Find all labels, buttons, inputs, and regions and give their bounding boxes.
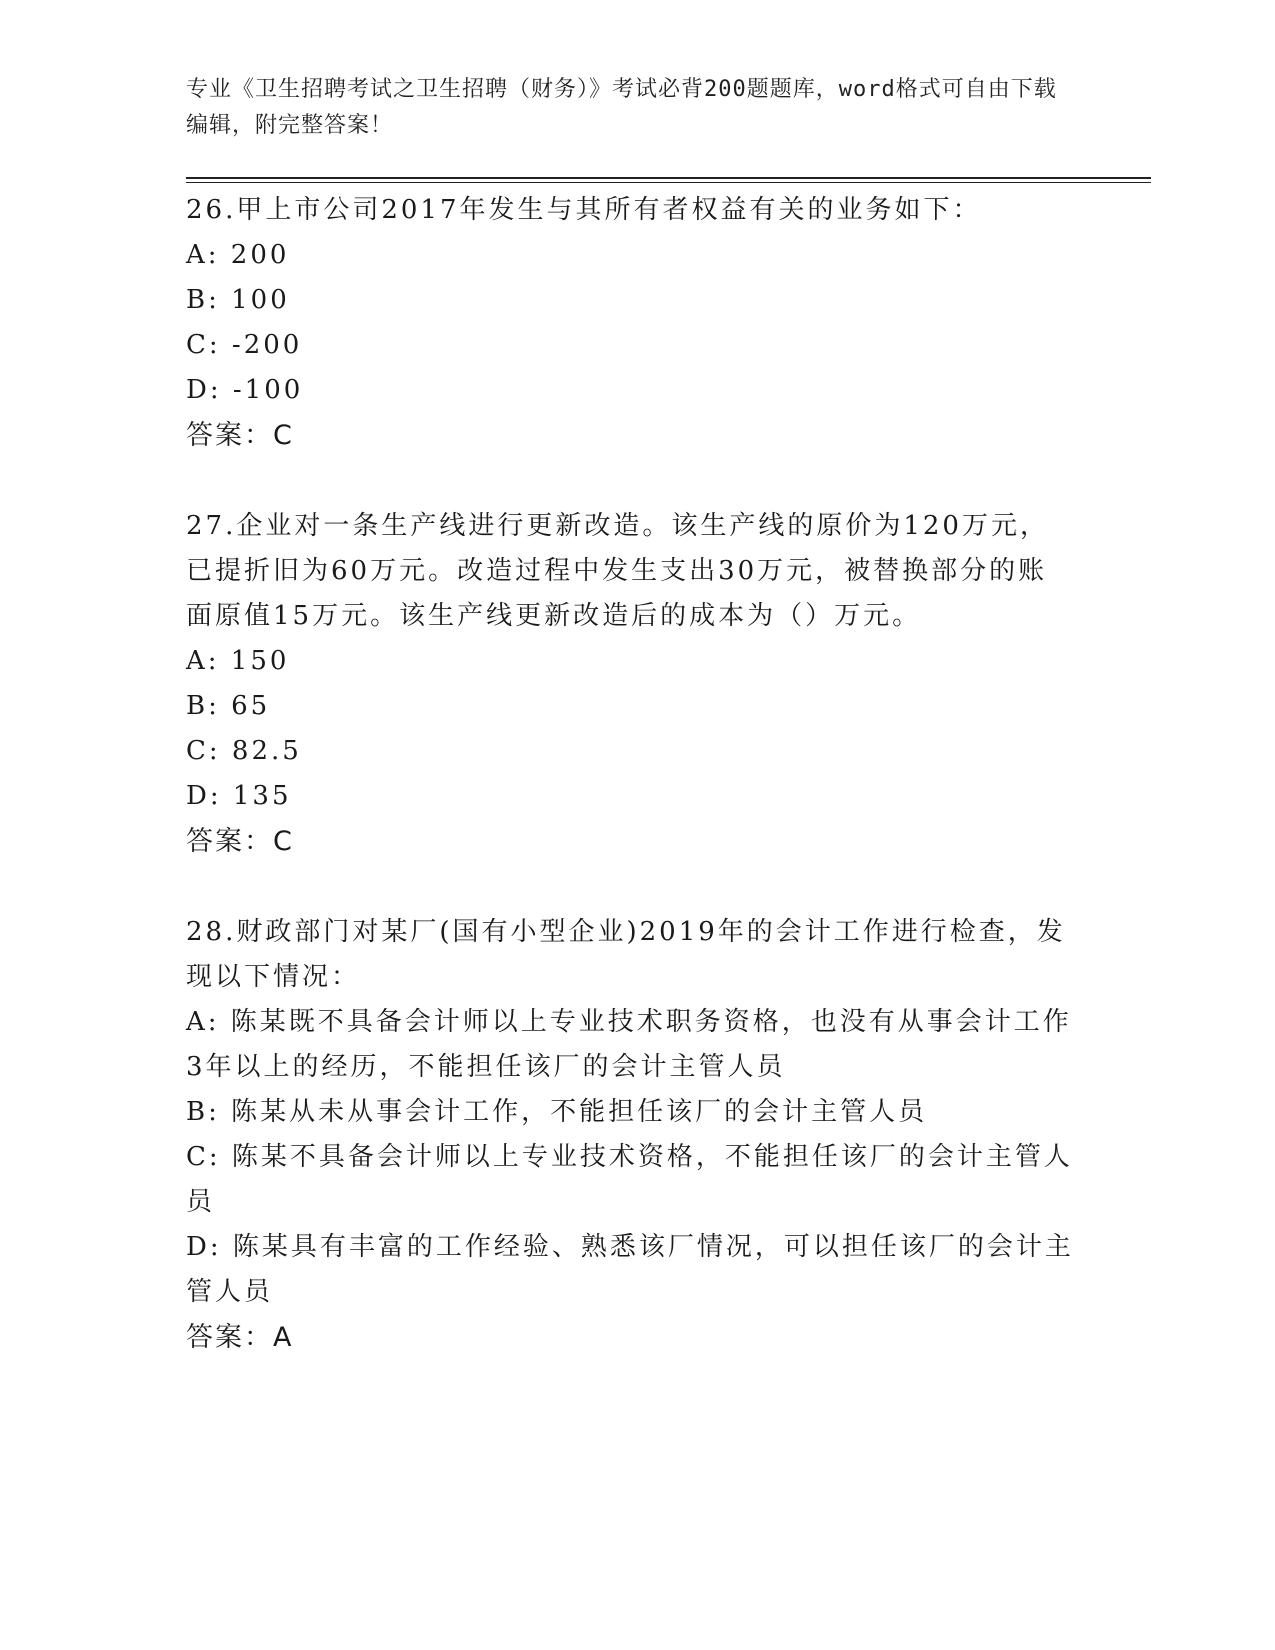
question-26 — [186, 188, 1076, 458]
question-text: 27.企业对一条生产线进行更新改造。该生产线的原价为120万元，已提折旧为60万元。改造过程中发生支出30万元，被替换部分的账面原值15万元。该生产线更新改造后的成本为（）万元。 — [186, 511, 1049, 631]
option-b: B: 100 — [186, 285, 290, 315]
option-c: C: 陈某不具备会计师以上专业技术资格，不能担任该厂的会计主管人员 — [186, 1142, 1073, 1217]
option-c: C: 82.5 — [186, 736, 302, 766]
header-divider-thin — [186, 182, 1151, 183]
option-b: B: 陈某从未从事会计工作，不能担任该厂的会计主管人员 — [186, 1097, 928, 1127]
option-d: D: 135 — [186, 781, 292, 811]
answer-label: 答案：A — [186, 1322, 294, 1353]
document-header: 专业《卫生招聘考试之卫生招聘（财务）》考试必背200题题库，word格式可自由下载编辑，附完整答案！ — [186, 77, 1057, 138]
question-27 — [186, 504, 1076, 864]
answer-label: 答案：C — [186, 420, 294, 451]
option-a: A: 陈某既不具备会计师以上专业技术职务资格，也没有从事会计工作3年以上的经历，不能担任该厂的会计主管人员 — [186, 1007, 1072, 1082]
answer-label: 答案：C — [186, 826, 294, 857]
header-divider-thick — [186, 177, 1151, 179]
option-c: C: -200 — [186, 330, 303, 360]
option-b: B: 65 — [186, 691, 271, 721]
option-a: A: 150 — [186, 646, 290, 676]
question-text: 28.财政部门对某厂(国有小型企业)2019年的会计工作进行检查，发现以下情况： — [186, 917, 1066, 992]
question-list — [186, 188, 1076, 1360]
question-text: 26.甲上市公司2017年发生与其所有者权益有关的业务如下： — [186, 195, 982, 225]
question-28 — [186, 910, 1076, 1360]
option-d: D: -100 — [186, 375, 304, 405]
option-a: A: 200 — [186, 240, 290, 270]
option-d: D: 陈某具有丰富的工作经验、熟悉该厂情况，可以担任该厂的会计主管人员 — [186, 1232, 1074, 1307]
